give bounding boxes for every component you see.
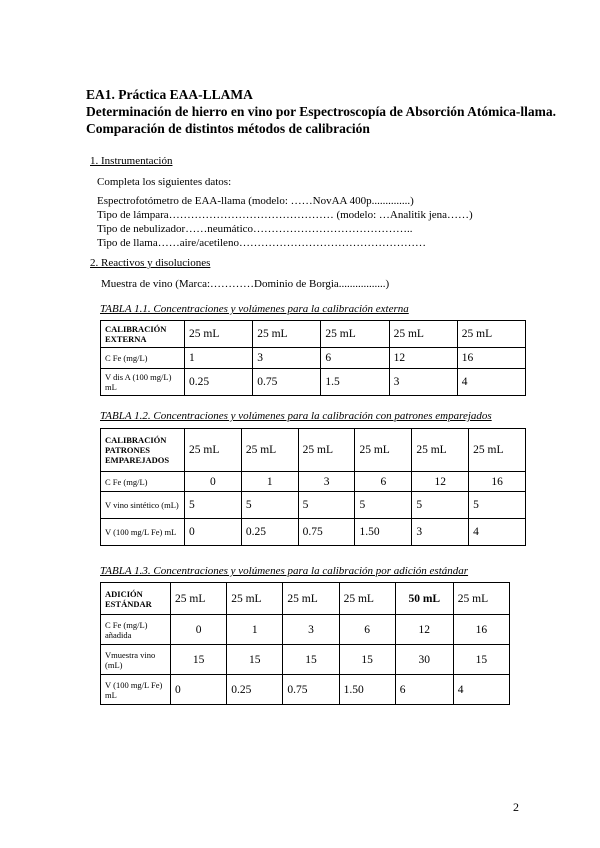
table-external-calibration bbox=[100, 320, 526, 396]
table-3-caption: TABLA 1.3. Concentraciones y volúmenes para la calibración por adición estándar bbox=[100, 565, 469, 577]
table-header-cell: CALIBRACIÓN PATRONES EMPAREJADOS bbox=[101, 429, 185, 472]
table-cell: 4 bbox=[469, 519, 526, 546]
table-cell: 1 bbox=[227, 615, 283, 645]
table-cell: 12 bbox=[395, 615, 453, 645]
table-cell: 25 mL bbox=[283, 583, 339, 615]
table-header-cell: ADICIÓN ESTÁNDAR bbox=[101, 583, 171, 615]
table-cell: 12 bbox=[412, 472, 469, 492]
title-line-1: EA1. Práctica EAA-LLAMA bbox=[86, 87, 253, 102]
table-cell: 25 mL bbox=[355, 429, 412, 472]
table-cell: 6 bbox=[355, 472, 412, 492]
table-row bbox=[101, 472, 526, 492]
table-cell: 16 bbox=[469, 472, 526, 492]
table-cell: 25 mL bbox=[241, 429, 298, 472]
table-row bbox=[101, 429, 526, 472]
table-row bbox=[101, 321, 526, 348]
table-cell: 6 bbox=[321, 348, 389, 369]
table-cell: 3 bbox=[298, 472, 355, 492]
table-cell: 25 mL bbox=[453, 583, 509, 615]
table-cell: 1 bbox=[241, 472, 298, 492]
table-cell: 25 mL bbox=[321, 321, 389, 348]
table-cell: 25 mL bbox=[227, 583, 283, 615]
table-cell: 5 bbox=[185, 492, 242, 519]
section-1-heading: 1. Instrumentación bbox=[90, 155, 173, 167]
table-matched-standards bbox=[100, 428, 526, 546]
table-cell: 5 bbox=[469, 492, 526, 519]
wine-sample-line: Muestra de vino (Marca:…………Dominio de Borgia.................) bbox=[101, 278, 390, 290]
table-cell: 5 bbox=[355, 492, 412, 519]
table-cell: 5 bbox=[298, 492, 355, 519]
section-2-heading: 2. Reactivos y disoluciones bbox=[90, 257, 211, 269]
table-row bbox=[101, 675, 510, 705]
table-cell: 0.75 bbox=[283, 675, 339, 705]
row-label: V dis A (100 mg/L) mL bbox=[101, 369, 185, 396]
table-row bbox=[101, 369, 526, 396]
row-label: C Fe (mg/L) bbox=[101, 348, 185, 369]
row-label: V (100 mg/L Fe) mL bbox=[101, 675, 171, 705]
lamp-line: Tipo de lámpara……………………………………… (modelo: …Analitik jena……) bbox=[97, 209, 473, 221]
row-label: C Fe (mg/L) añadida bbox=[101, 615, 171, 645]
table-cell: 25 mL bbox=[339, 583, 395, 615]
table-1-caption: TABLA 1.1. Concentraciones y volúmenes para la calibración externa bbox=[100, 303, 409, 315]
table-cell: 50 mL bbox=[395, 583, 453, 615]
table-standard-addition bbox=[100, 582, 510, 705]
title-line-2: Determinación de hierro en vino por Espectroscopía de Absorción Atómica-llama. Comparación de distintos métodos de calibración bbox=[86, 104, 556, 136]
page-number: 2 bbox=[513, 800, 519, 814]
table-row bbox=[101, 583, 510, 615]
section-1-intro: Completa los siguientes datos: bbox=[97, 176, 232, 188]
table-cell: 25 mL bbox=[412, 429, 469, 472]
table-2-caption: TABLA 1.2. Concentraciones y volúmenes para la calibración con patrones emparejados bbox=[100, 410, 492, 422]
table-cell: 25 mL bbox=[253, 321, 321, 348]
table-cell: 0.25 bbox=[227, 675, 283, 705]
table-cell: 3 bbox=[253, 348, 321, 369]
row-label: V vino sintético (mL) bbox=[101, 492, 185, 519]
table-cell: 3 bbox=[389, 369, 457, 396]
table-cell: 15 bbox=[453, 645, 509, 675]
table-cell: 25 mL bbox=[457, 321, 525, 348]
table-cell: 1.5 bbox=[321, 369, 389, 396]
table-cell: 12 bbox=[389, 348, 457, 369]
table-cell: 5 bbox=[241, 492, 298, 519]
table-cell: 15 bbox=[171, 645, 227, 675]
table-cell: 0 bbox=[171, 675, 227, 705]
table-cell: 0.25 bbox=[185, 369, 253, 396]
table-cell: 6 bbox=[395, 675, 453, 705]
table-row bbox=[101, 615, 510, 645]
table-cell: 0.75 bbox=[253, 369, 321, 396]
instrument-line: Espectrofotómetro de EAA-llama (modelo: ……NovAA 400p..............) bbox=[97, 195, 414, 207]
table-cell: 15 bbox=[227, 645, 283, 675]
document-title bbox=[86, 86, 556, 137]
table-row bbox=[101, 492, 526, 519]
table-cell: 15 bbox=[283, 645, 339, 675]
row-label: V (100 mg/L Fe) mL bbox=[101, 519, 185, 546]
table-cell: 3 bbox=[412, 519, 469, 546]
flame-line: Tipo de llama……aire/acetileno…………………………………………… bbox=[97, 237, 426, 249]
table-cell: 25 mL bbox=[298, 429, 355, 472]
table-cell: 1.50 bbox=[339, 675, 395, 705]
table-cell: 1 bbox=[185, 348, 253, 369]
table-cell: 6 bbox=[339, 615, 395, 645]
table-cell: 25 mL bbox=[389, 321, 457, 348]
table-cell: 0 bbox=[185, 472, 242, 492]
table-cell: 3 bbox=[283, 615, 339, 645]
table-cell: 0 bbox=[171, 615, 227, 645]
table-cell: 25 mL bbox=[469, 429, 526, 472]
table-cell: 16 bbox=[453, 615, 509, 645]
table-row bbox=[101, 645, 510, 675]
table-cell: 5 bbox=[412, 492, 469, 519]
table-cell: 25 mL bbox=[185, 429, 242, 472]
row-label: Vmuestra vino (mL) bbox=[101, 645, 171, 675]
table-row bbox=[101, 348, 526, 369]
row-label: C Fe (mg/L) bbox=[101, 472, 185, 492]
table-cell: 25 mL bbox=[185, 321, 253, 348]
table-cell: 0.75 bbox=[298, 519, 355, 546]
table-cell: 4 bbox=[453, 675, 509, 705]
table-cell: 25 mL bbox=[171, 583, 227, 615]
table-row bbox=[101, 519, 526, 546]
table-cell: 16 bbox=[457, 348, 525, 369]
table-cell: 4 bbox=[457, 369, 525, 396]
table-cell: 0.25 bbox=[241, 519, 298, 546]
table-cell: 0 bbox=[185, 519, 242, 546]
table-cell: 30 bbox=[395, 645, 453, 675]
table-cell: 1.50 bbox=[355, 519, 412, 546]
table-header-cell: CALIBRACIÓN EXTERNA bbox=[101, 321, 185, 348]
table-cell: 15 bbox=[339, 645, 395, 675]
nebulizer-line: Tipo de nebulizador……neumático…………………………………….. bbox=[97, 223, 413, 235]
